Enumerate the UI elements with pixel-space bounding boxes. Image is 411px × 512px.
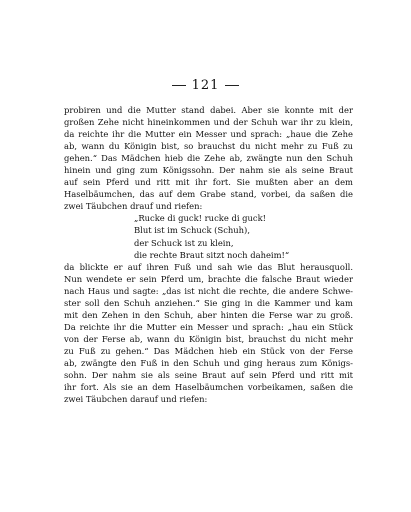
text-line: Haselbäumchen, das auf dem Grabe stand, vorbei, da saßen die (64, 189, 353, 200)
text-line: ab, zwängte den Fuß in den Schuh und ging heraus zum Königs- (64, 357, 353, 368)
text-line: großen Zehe nicht hineinkommen und der Schuh war ihr zu klein, (64, 117, 353, 128)
text-line: Nun wendete er sein Pferd um, brachte die falsche Braut wieder (64, 273, 353, 284)
page-header (0, 78, 411, 93)
text-line: sohn. Der nahm sie als seine Braut auf sein Pferd und ritt mit (64, 370, 353, 381)
verse-line: Blut ist im Schuck (Schuh), (134, 225, 250, 236)
text-line: auf sein Pferd und ritt mit ihr fort. Sie mußten aber an dem (64, 177, 353, 188)
text-line: probiren und die Mutter stand dabei. Aber sie konnte mit der (64, 105, 353, 115)
page-number: 121 (191, 78, 220, 93)
body-text (64, 104, 353, 405)
prose-paragraph-1 (64, 104, 353, 212)
prose-paragraph-2 (64, 261, 353, 406)
text-line: von der Ferse ab, wann du Königin bist, brauchst du nicht mehr (64, 333, 353, 344)
text-line: zwei Täubchen drauf und riefen: (64, 201, 203, 212)
verse-line: der Schuck ist zu klein, (134, 237, 234, 248)
text-line: da blickte er auf ihren Fuß und sah wie das Blut herausquoll. (64, 261, 353, 272)
text-line: zu Fuß zu gehen.“ Das Mädchen hieb ein Stück von der Ferse (64, 345, 353, 356)
text-line: zwei Täubchen darauf und riefen: (64, 394, 208, 405)
text-line: da reichte ihr die Mutter ein Messer und sprach: „haue die Zehe (64, 129, 353, 140)
verse-line: die rechte Braut sitzt noch daheim!“ (134, 249, 290, 260)
text-line: ihr fort. Als sie an dem Haselbäumchen vorbeikamen, saßen die (64, 382, 353, 393)
header-dash-left (172, 85, 186, 86)
text-line: ster soll den Schuh anziehen.“ Sie ging in die Kammer und kam (64, 297, 353, 308)
text-line: hinein und ging zum Königssohn. Der nahm sie als seine Braut (64, 165, 353, 176)
verse-block (64, 212, 353, 260)
text-line: ab, wann du Königin bist, so brauchst du nicht mehr zu Fuß zu (64, 141, 353, 152)
text-line: gehen.“ Das Mädchen hieb die Zehe ab, zwängte nun den Schuh (64, 153, 353, 164)
verse-line: „Rucke di guck! rucke di guck! (134, 213, 267, 224)
text-line: nach Haus und sagte: „das ist nicht die rechte, die andere Schwe- (64, 285, 353, 296)
text-line: Da reichte ihr die Mutter ein Messer und sprach: „hau ein Stück (64, 321, 353, 332)
text-line: mit den Zehen in den Schuh, aber hinten die Ferse war zu groß. (64, 309, 353, 320)
header-dash-right (225, 85, 239, 86)
